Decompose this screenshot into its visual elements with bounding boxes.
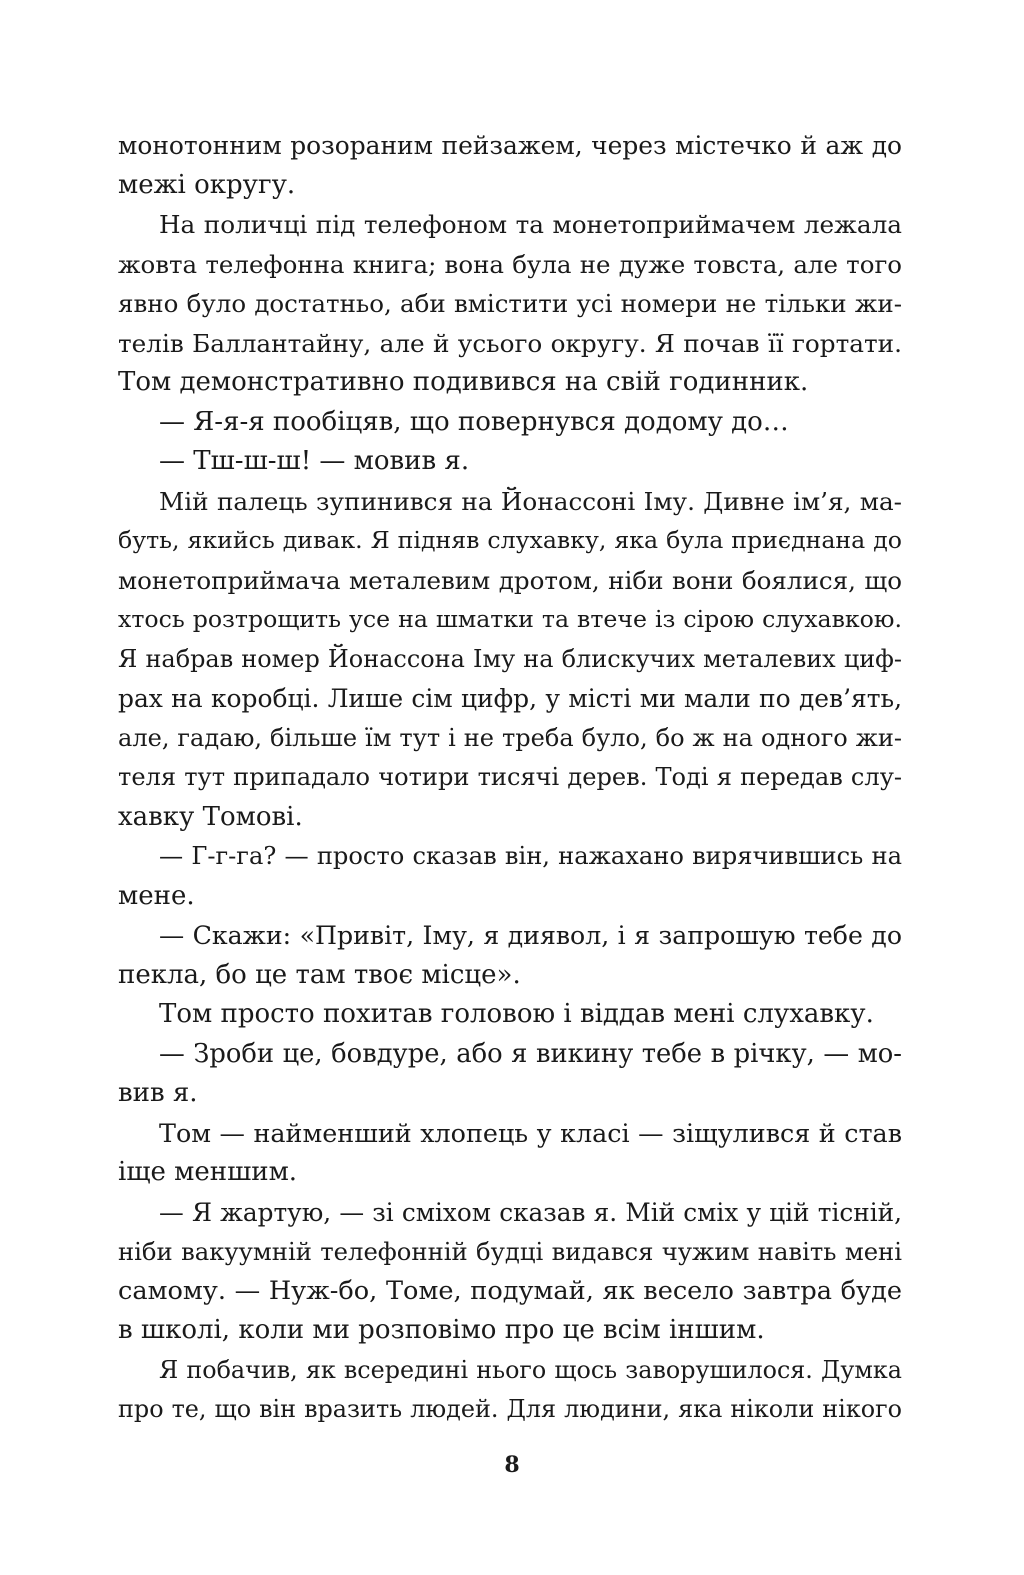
text-line: Том — найменший хлопець у класі — зіщулився й став bbox=[159, 1117, 902, 1148]
page-number: 8 bbox=[504, 1452, 520, 1478]
text-line: хтось розтрощить усе на шматки та втече із сірою слухавкою. bbox=[118, 605, 902, 633]
paragraph-7 bbox=[118, 916, 902, 995]
text-line: межі округу. bbox=[118, 169, 296, 200]
paragraph-9 bbox=[118, 1035, 902, 1114]
text-line: Я набрав номер Йонассона Іму на блискучих металевих циф- bbox=[118, 644, 902, 673]
text-line: — Я-я-я пообіцяв, що повернувся додому до… bbox=[159, 406, 789, 437]
paragraph-3 bbox=[118, 403, 902, 443]
text-line: жовта телефонна книга; вона була не дуже товста, але того bbox=[118, 249, 902, 279]
text-line: Я побачив, як всередині нього щось заворушилося. Думка bbox=[159, 1355, 902, 1384]
text-line: телів Баллантайну, але й усього округу. Я почав її гортати. bbox=[118, 328, 902, 358]
paragraph-12 bbox=[118, 1351, 902, 1430]
text-line: теля тут припадало чотири тисячі дерев. Тоді я передав слу- bbox=[118, 763, 902, 791]
text-line: буть, якийсь дивак. Я підняв слухавку, яка була приєднана до bbox=[118, 526, 902, 554]
text-line: Мій палець зупинився на Йонассоні Іму. Дивне ім’я, ма- bbox=[159, 486, 902, 516]
text-line: — Скажи: «Привіт, Іму, я диявол, і я запрошую тебе до bbox=[159, 921, 902, 950]
paragraph-1 bbox=[118, 126, 902, 205]
text-line: іще меншим. bbox=[118, 1157, 298, 1187]
text-line: На поличці під телефоном та монетоприймачем лежала bbox=[159, 210, 902, 239]
text-line: Том просто похитав головою і віддав мені слухавку. bbox=[159, 999, 874, 1029]
text-line: — Г-г-га? — просто сказав він, нажахано вирячившись на bbox=[159, 842, 902, 870]
book-page-text bbox=[118, 126, 902, 1430]
text-line: самому. — Нуж-бо, Томе, подумай, як весело завтра буде bbox=[118, 1275, 902, 1306]
paragraph-10 bbox=[118, 1114, 902, 1193]
text-line: рах на коробці. Лише сім цифр, у місті ми мали по дев’ять, bbox=[118, 684, 902, 713]
text-line: — Тш-ш-ш! — мовив я. bbox=[159, 446, 470, 476]
text-line: — Зроби це, бовдуре, або я викину тебе в річку, — мо- bbox=[159, 1038, 902, 1069]
text-line: пекла, бо це там твоє місце». bbox=[118, 959, 521, 990]
text-line: явно було достатньо, аби вмістити усі номери не тільки жи- bbox=[118, 289, 902, 318]
paragraph-5 bbox=[118, 482, 902, 838]
text-line: — Я жартую, — зі сміхом сказав я. Мій сміх у цій тісній, bbox=[159, 1197, 902, 1227]
text-line: в школі, коли ми розповімо про це всім іншим. bbox=[118, 1315, 765, 1345]
paragraph-11 bbox=[118, 1193, 902, 1351]
paragraph-6 bbox=[118, 837, 902, 916]
text-line: вив я. bbox=[118, 1078, 198, 1108]
text-line: мене. bbox=[118, 880, 195, 911]
paragraph-8 bbox=[118, 995, 902, 1035]
text-line: ніби вакуумній телефонній будці видався чужим навіть мені bbox=[118, 1237, 902, 1266]
text-line: хавку Томові. bbox=[118, 801, 303, 832]
text-line: монетоприймача металевим дротом, ніби вони боялися, що bbox=[118, 565, 902, 595]
text-line: але, гадаю, більше їм тут і не треба було, бо ж на одного жи- bbox=[118, 723, 902, 752]
text-line: про те, що він вразить людей. Для людини, яка ніколи нікого bbox=[118, 1395, 902, 1423]
paragraph-2 bbox=[118, 205, 902, 403]
text-line: Том демонстративно подивився на свій годинник. bbox=[118, 367, 809, 397]
text-line: монотонним розораним пейзажем, через містечко й аж до bbox=[118, 131, 902, 160]
paragraph-4 bbox=[118, 442, 902, 482]
